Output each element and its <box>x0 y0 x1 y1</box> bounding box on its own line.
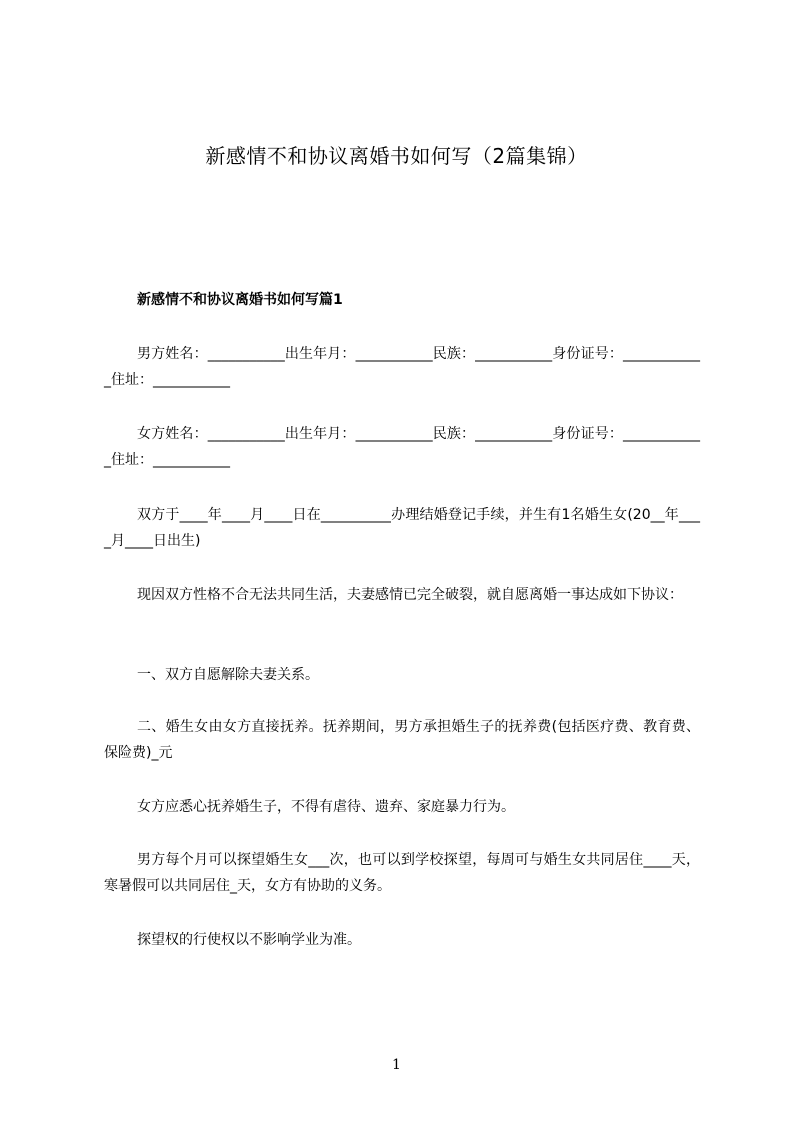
paragraph-care-duty: 女方应悉心抚养婚生子，不得有虐待、遗弃、家庭暴力行为。 <box>137 799 515 815</box>
section-heading: 新感情不和协议离婚书如何写篇1 <box>137 292 343 308</box>
document-title: 新感情不和协议离婚书如何写（2篇集锦） <box>205 144 588 168</box>
paragraph-visitation: 男方每个月可以探望婚生女___次，也可以到学校探望，每周可与婚生女共同居住____天，寒暑假可以共同居住_天，女方有协助的义务。 <box>104 852 700 894</box>
paragraph-visitation-limit: 探望权的行使权以不影响学业为准。 <box>137 932 361 948</box>
paragraph-clause-one: 一、双方自愿解除夫妻关系。 <box>137 667 319 683</box>
paragraph-divorce-reason: 现因双方性格不合无法共同生活，夫妻感情已完全破裂，就自愿离婚一事达成如下协议： <box>137 587 683 603</box>
paragraph-clause-two: 二、婚生女由女方直接抚养。抚养期间，男方承担婚生子的抚养费(包括医疗费、教育费、保险费)_元 <box>104 719 700 761</box>
paragraph-marriage-registration: 双方于____年____月____日在__________办理结婚登记手续，并生有1名婚生女(20__年____月____日出生) <box>104 507 700 549</box>
paragraph-male-info: 男方姓名：___________出生年月：___________民族：___________身份证号：____________住址：___________ <box>104 346 700 388</box>
paragraph-female-info: 女方姓名：___________出生年月：___________民族：___________身份证号：____________住址：___________ <box>104 426 700 468</box>
page-number: 1 <box>392 1057 401 1073</box>
